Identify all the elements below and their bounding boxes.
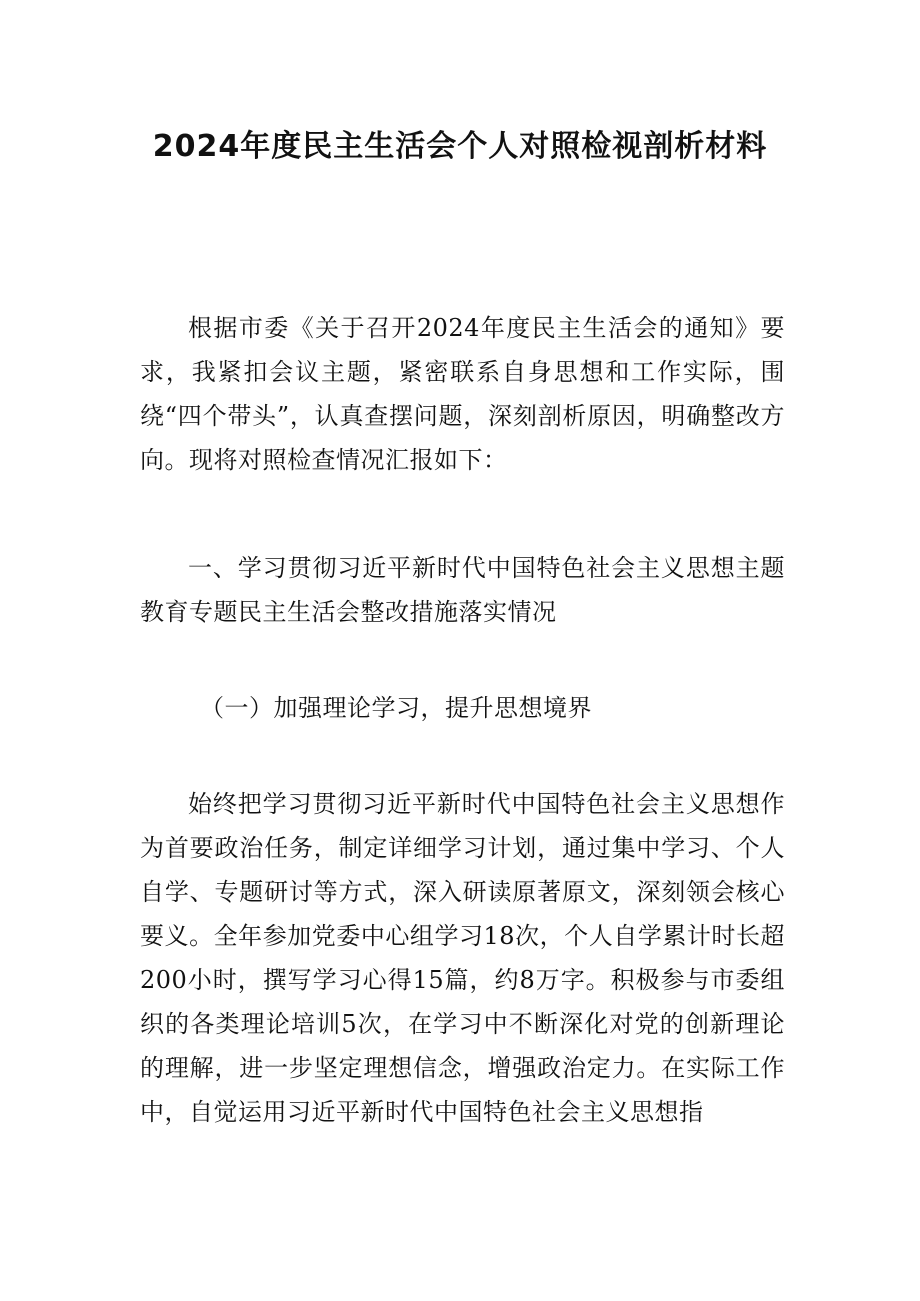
- intro-paragraph: 根据市委《关于召开2024年度民主生活会的通知》要求，我紧扣会议主题，紧密联系自身思想和工作实际，围绕“四个带头”，认真查摆问题，深刻剖析原因，明确整改方向。现将对照检查情况汇报如下：: [140, 314, 785, 474]
- document-title: 2024年度民主生活会个人对照检视剖析材料: [152, 129, 768, 164]
- body-paragraph: 始终把学习贯彻习近平新时代中国特色社会主义思想作为首要政治任务，制定详细学习计划，通过集中学习、个人自学、专题研讨等方式，深入研读原著原文，深刻领会核心要义。全年参加党委中心组学习18次，个人自学累计时长超200小时，撰写学习心得15篇，约8万字。积极参与市委组织的各类理论培训5次，在学习中不断深化对党的创新理论的理解，进一步坚定理想信念，增强政治定力。在实际工作中，自觉运用习近平新时代中国特色社会主义思想指: [140, 790, 785, 1126]
- subsection-heading-1: （一）加强理论学习，提升思想境界: [200, 694, 592, 722]
- section-heading-1: 一、学习贯彻习近平新时代中国特色社会主义思想主题教育专题民主生活会整改措施落实情况: [140, 554, 785, 626]
